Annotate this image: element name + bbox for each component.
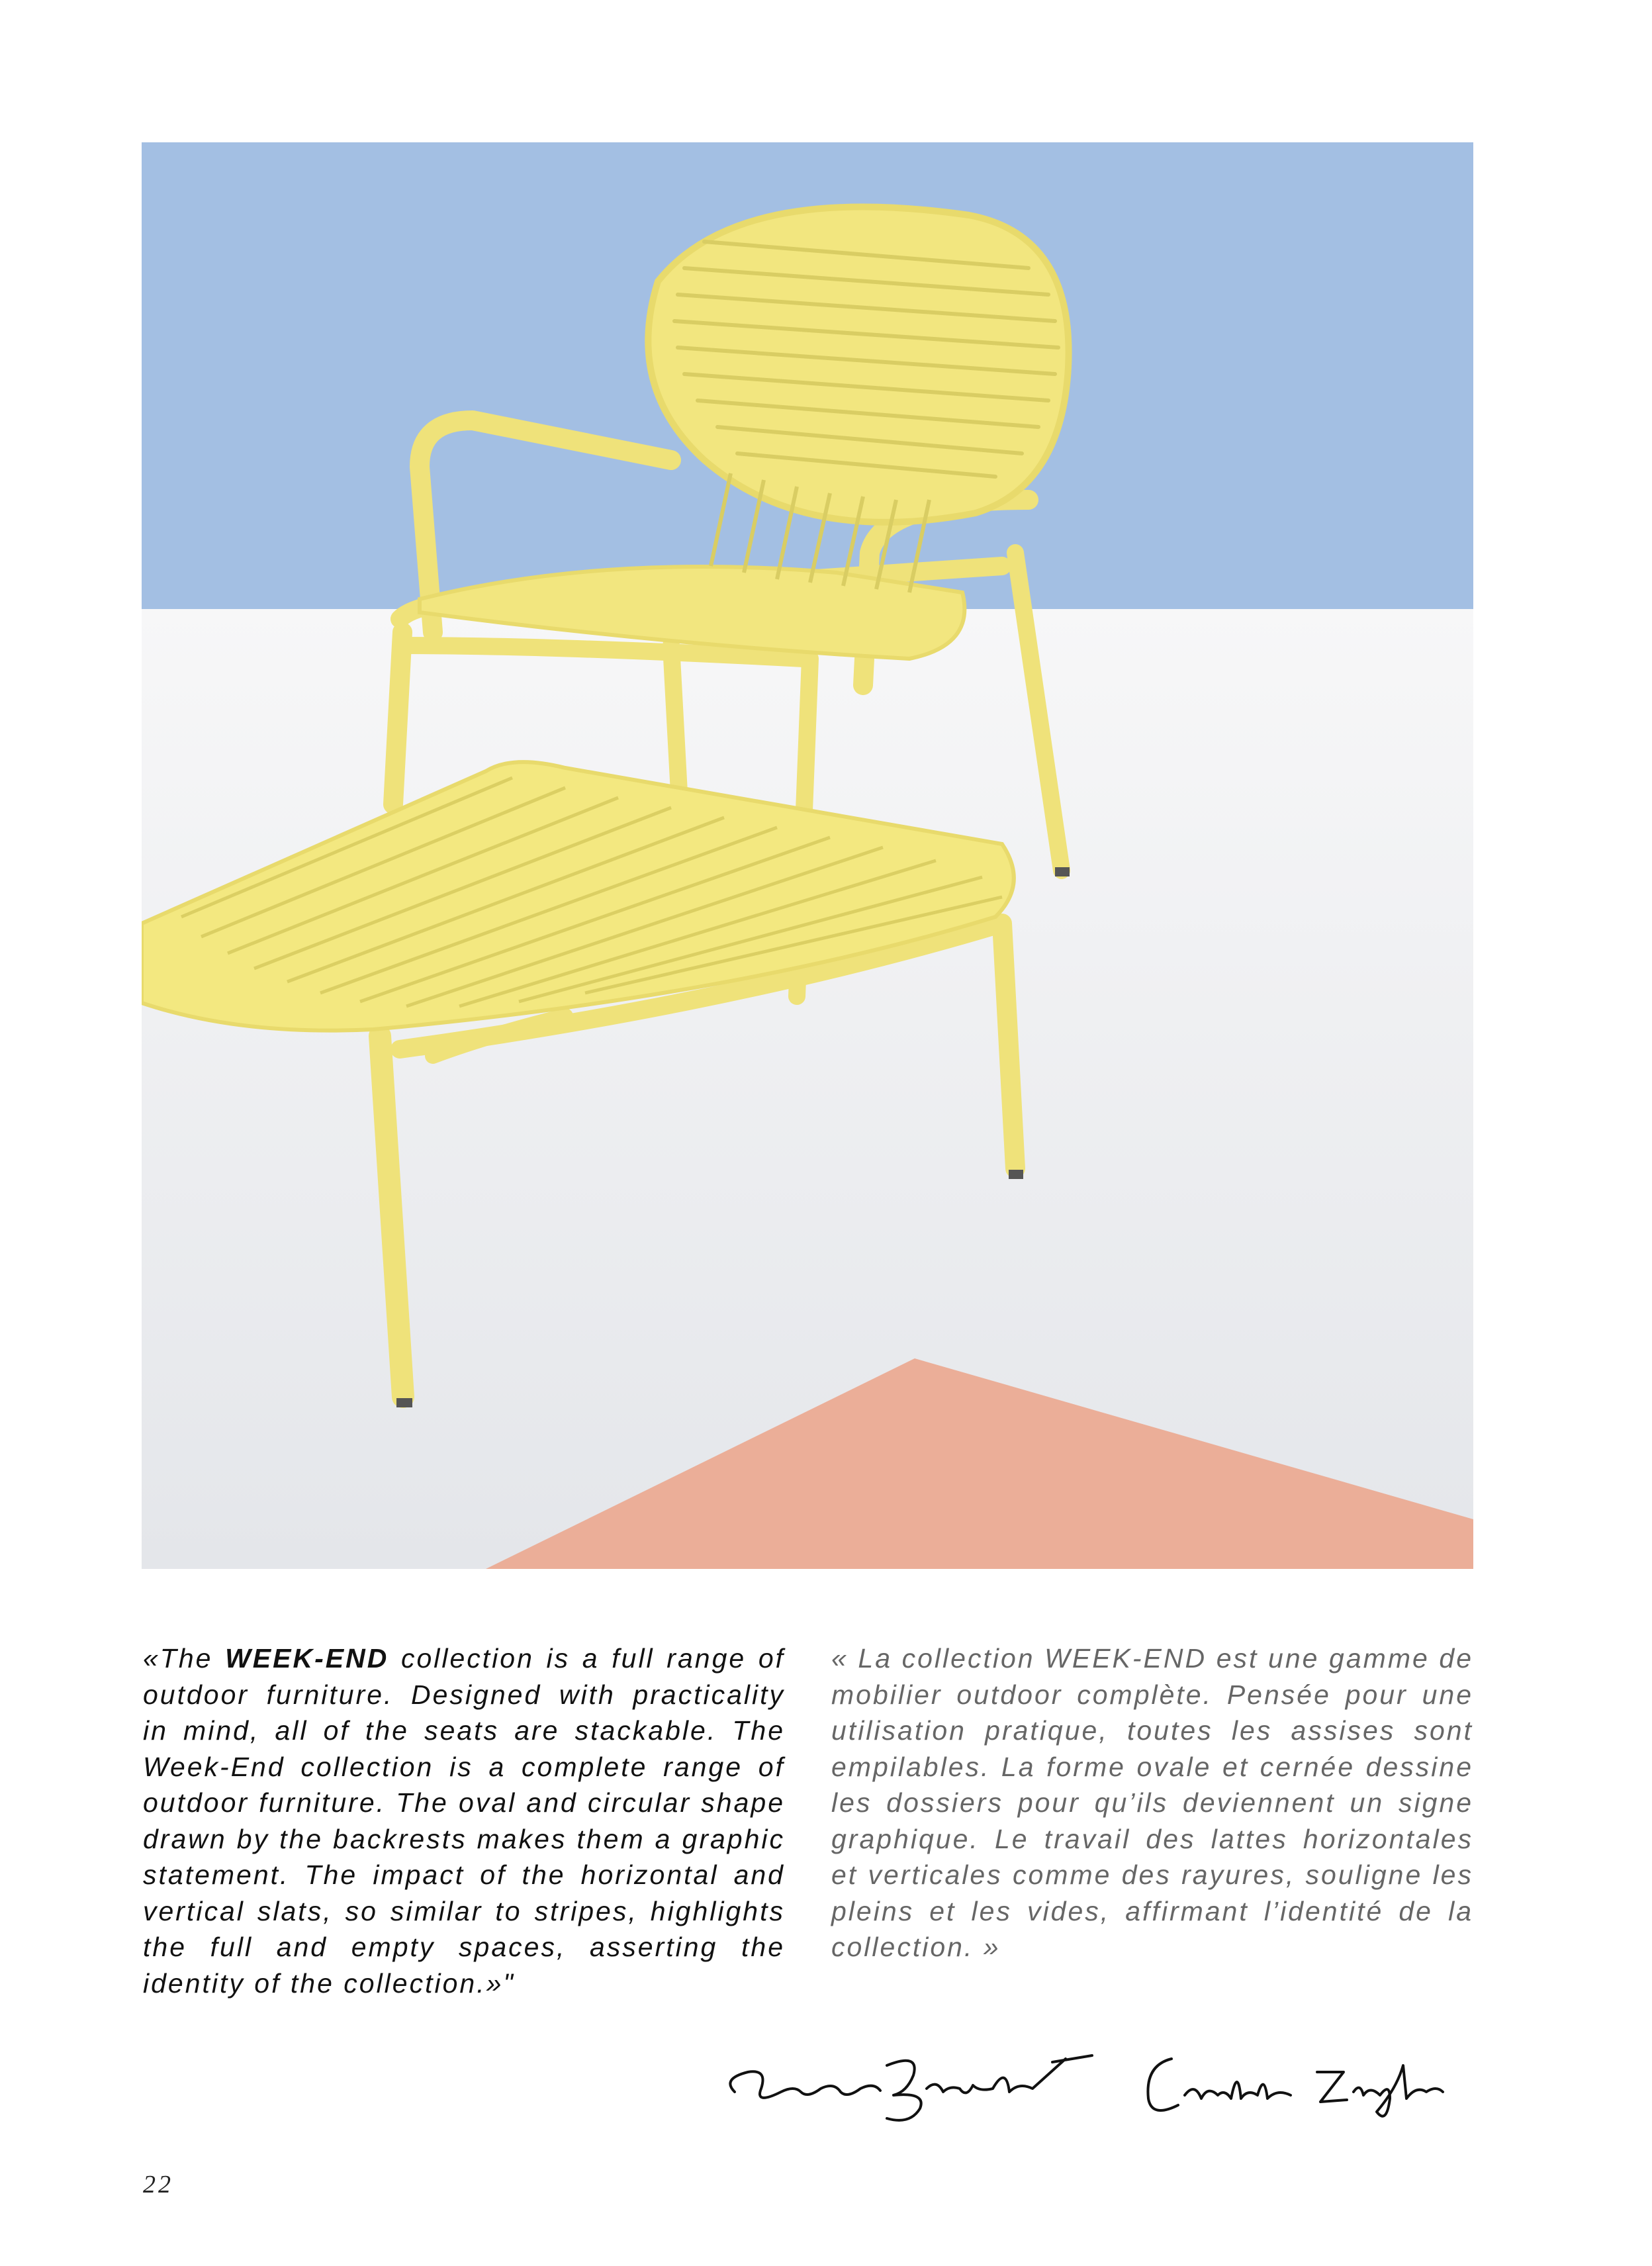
footrest-foot — [396, 1398, 412, 1407]
signature-caroline-ziegler — [1148, 2059, 1443, 2116]
french-body: « La collection WEEK-END est une gamme de mobilier outdoor complète. Pensée pour une utilisation pratique, toutes les assises sont empilables. La forme ovale et cernée dessine les dossiers pour qu’ils deviennent un signe graphique. Le travail des lattes horizontales et verticales comme des rayures, souligne les pleins et les vides, affirmant l’identité de la collection. » — [831, 1643, 1473, 1962]
chair-foot — [1055, 867, 1070, 876]
page-number: 22 — [143, 2171, 173, 2198]
product-photo — [142, 142, 1473, 1569]
english-body: collection is a full range of outdoor furniture. Designed with practicality in mind, all of the seats are stackable. The Week-End collection is a complete range of outdoor furniture. The oval and circular shape drawn by the backrests makes them a graphic statement. The impact of the horizontal and vertical slats, so similar to stripes, highlights the full and empty spaces, asserting the identity of the collection.»" — [143, 1643, 786, 1999]
french-quote — [831, 1640, 1473, 1965]
english-quote — [143, 1640, 785, 2001]
footrest-foot — [1009, 1170, 1023, 1179]
quote-open: «The — [143, 1643, 226, 1674]
signature-pierre-brichet — [730, 2055, 1092, 2120]
designer-signatures — [708, 2026, 1476, 2132]
brand-name: WEEK-END — [225, 1643, 389, 1674]
